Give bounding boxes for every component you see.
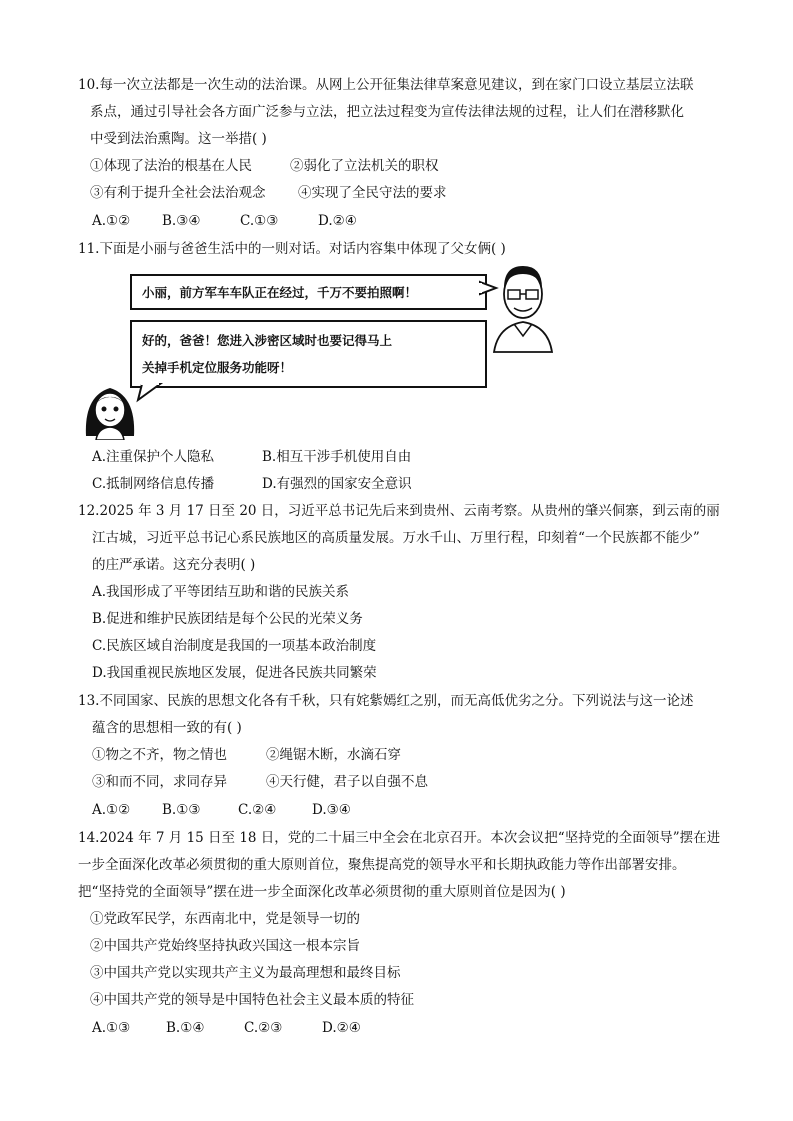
dad-speech-text: 小丽，前方军车车队正在经过，千万不要拍照啊！ — [142, 285, 418, 300]
q13-item-3: ③和而不同，求同存异 — [92, 774, 227, 790]
q13-choice-b: B.①③ — [162, 802, 201, 818]
q12-choice-c: C.民族区域自治制度是我国的一项基本政治制度 — [92, 638, 377, 654]
q11-choice-d: D.有强烈的国家安全意识 — [262, 476, 412, 492]
girl-speech-line-2: 关掉手机定位服务功能呀！ — [142, 360, 293, 375]
q13-item-2: ②绳锯木断，水滴石穿 — [266, 747, 401, 763]
q11-choice-b: B.相互干涉手机使用自由 — [262, 449, 412, 465]
q14-item-1: ①党政军民学，东西南北中，党是领导一切的 — [90, 911, 360, 927]
q10-choice-d: D.②④ — [318, 213, 357, 229]
q14-stem-line-2: 一步全面深化改革必须贯彻的重大原则首位，聚焦提高党的领导水平和长期执政能力等作出部署安排。 — [78, 857, 686, 873]
q10-stem-line-1: 10.每一次立法都是一次生动的法治课。从网上公开征集法律草案意见建议，到在家门口设立基层立法联 — [78, 77, 694, 93]
q14-choice-d: D.②④ — [322, 1020, 361, 1036]
q14-stem-line-1: 14.2024 年 7 月 15 日至 18 日，党的二十届三中全会在北京召开。本次会议把“坚持党的全面领导”摆在进 — [78, 830, 721, 846]
q13-stem-line-1: 13.不同国家、民族的思想文化各有千秋，只有姹紫嫣红之别，而无高低优劣之分。下列说法与这一论述 — [78, 693, 694, 709]
q13-item-1: ①物之不齐，物之情也 — [92, 747, 227, 763]
q13-choice-c: C.②④ — [238, 802, 277, 818]
q10-choice-a: A.①② — [92, 213, 131, 229]
q13-choice-d: D.③④ — [312, 802, 351, 818]
q14-item-3: ③中国共产党以实现共产主义为最高理想和最终目标 — [90, 965, 401, 981]
q12-stem-line-1: 12.2025 年 3 月 17 日至 20 日，习近平总书记先后来到贵州、云南考察。从贵州的肇兴侗寨，到云南的丽 — [78, 503, 720, 519]
q12-choice-a: A.我国形成了平等团结互助和谐的民族关系 — [92, 584, 350, 600]
q10-item-1: ①体现了法治的根基在人民 — [90, 158, 252, 174]
q13-choice-a: A.①② — [92, 802, 131, 818]
q11-stem: 11.下面是小丽与爸爸生活中的一则对话。对话内容集中体现了父女俩( ) — [78, 241, 506, 257]
q10-choice-b: B.③④ — [162, 213, 201, 229]
comic-dialogue — [80, 262, 560, 440]
q10-item-4: ④实现了全民守法的要求 — [298, 185, 447, 201]
girl-speech-line-1: 好的，爸爸！您进入涉密区域时也要记得马上 — [142, 333, 393, 348]
q10-stem-line-3: 中受到法治熏陶。这一举措( ) — [90, 131, 267, 147]
q14-choice-b: B.①④ — [166, 1020, 205, 1036]
q11-choice-c: C.抵制网络信息传播 — [92, 476, 215, 492]
q14-choice-a: A.①③ — [92, 1020, 131, 1036]
q11-choice-a: A.注重保护个人隐私 — [92, 449, 215, 465]
q10-choice-c: C.①③ — [240, 213, 279, 229]
q10-item-2: ②弱化了立法机关的职权 — [290, 158, 439, 174]
q13-item-4: ④天行健，君子以自强不息 — [266, 774, 428, 790]
q13-stem-line-2: 蕴含的思想相一致的有( ) — [92, 720, 242, 736]
q12-stem-line-2: 江古城，习近平总书记心系民族地区的高质量发展。万水千山、万里行程，印刻着“一个民族都不能少” — [92, 530, 700, 546]
q12-stem-line-3: 的庄严承诺。这充分表明( ) — [92, 557, 256, 573]
q14-choice-c: C.②③ — [244, 1020, 283, 1036]
father-cartoon-icon — [488, 254, 558, 354]
q12-choice-b: B.促进和维护民族团结是每个公民的光荣义务 — [92, 611, 363, 627]
q10-stem-line-2: 系点，通过引导社会各方面广泛参与立法，把立法过程变为宣传法律法规的过程，让人们在潜移默化 — [90, 104, 684, 120]
q14-item-4: ④中国共产党的领导是中国特色社会主义最本质的特征 — [90, 992, 414, 1008]
q14-item-2: ②中国共产党始终坚持执政兴国这一根本宗旨 — [90, 938, 360, 954]
q14-stem-line-3: 把“坚持党的全面领导”摆在进一步全面深化改革必须贯彻的重大原则首位是因为( ) — [78, 884, 566, 900]
girl-cartoon-icon — [78, 376, 142, 440]
q10-item-3: ③有利于提升全社会法治观念 — [90, 185, 266, 201]
q12-choice-d: D.我国重视民族地区发展，促进各民族共同繁荣 — [92, 665, 377, 681]
